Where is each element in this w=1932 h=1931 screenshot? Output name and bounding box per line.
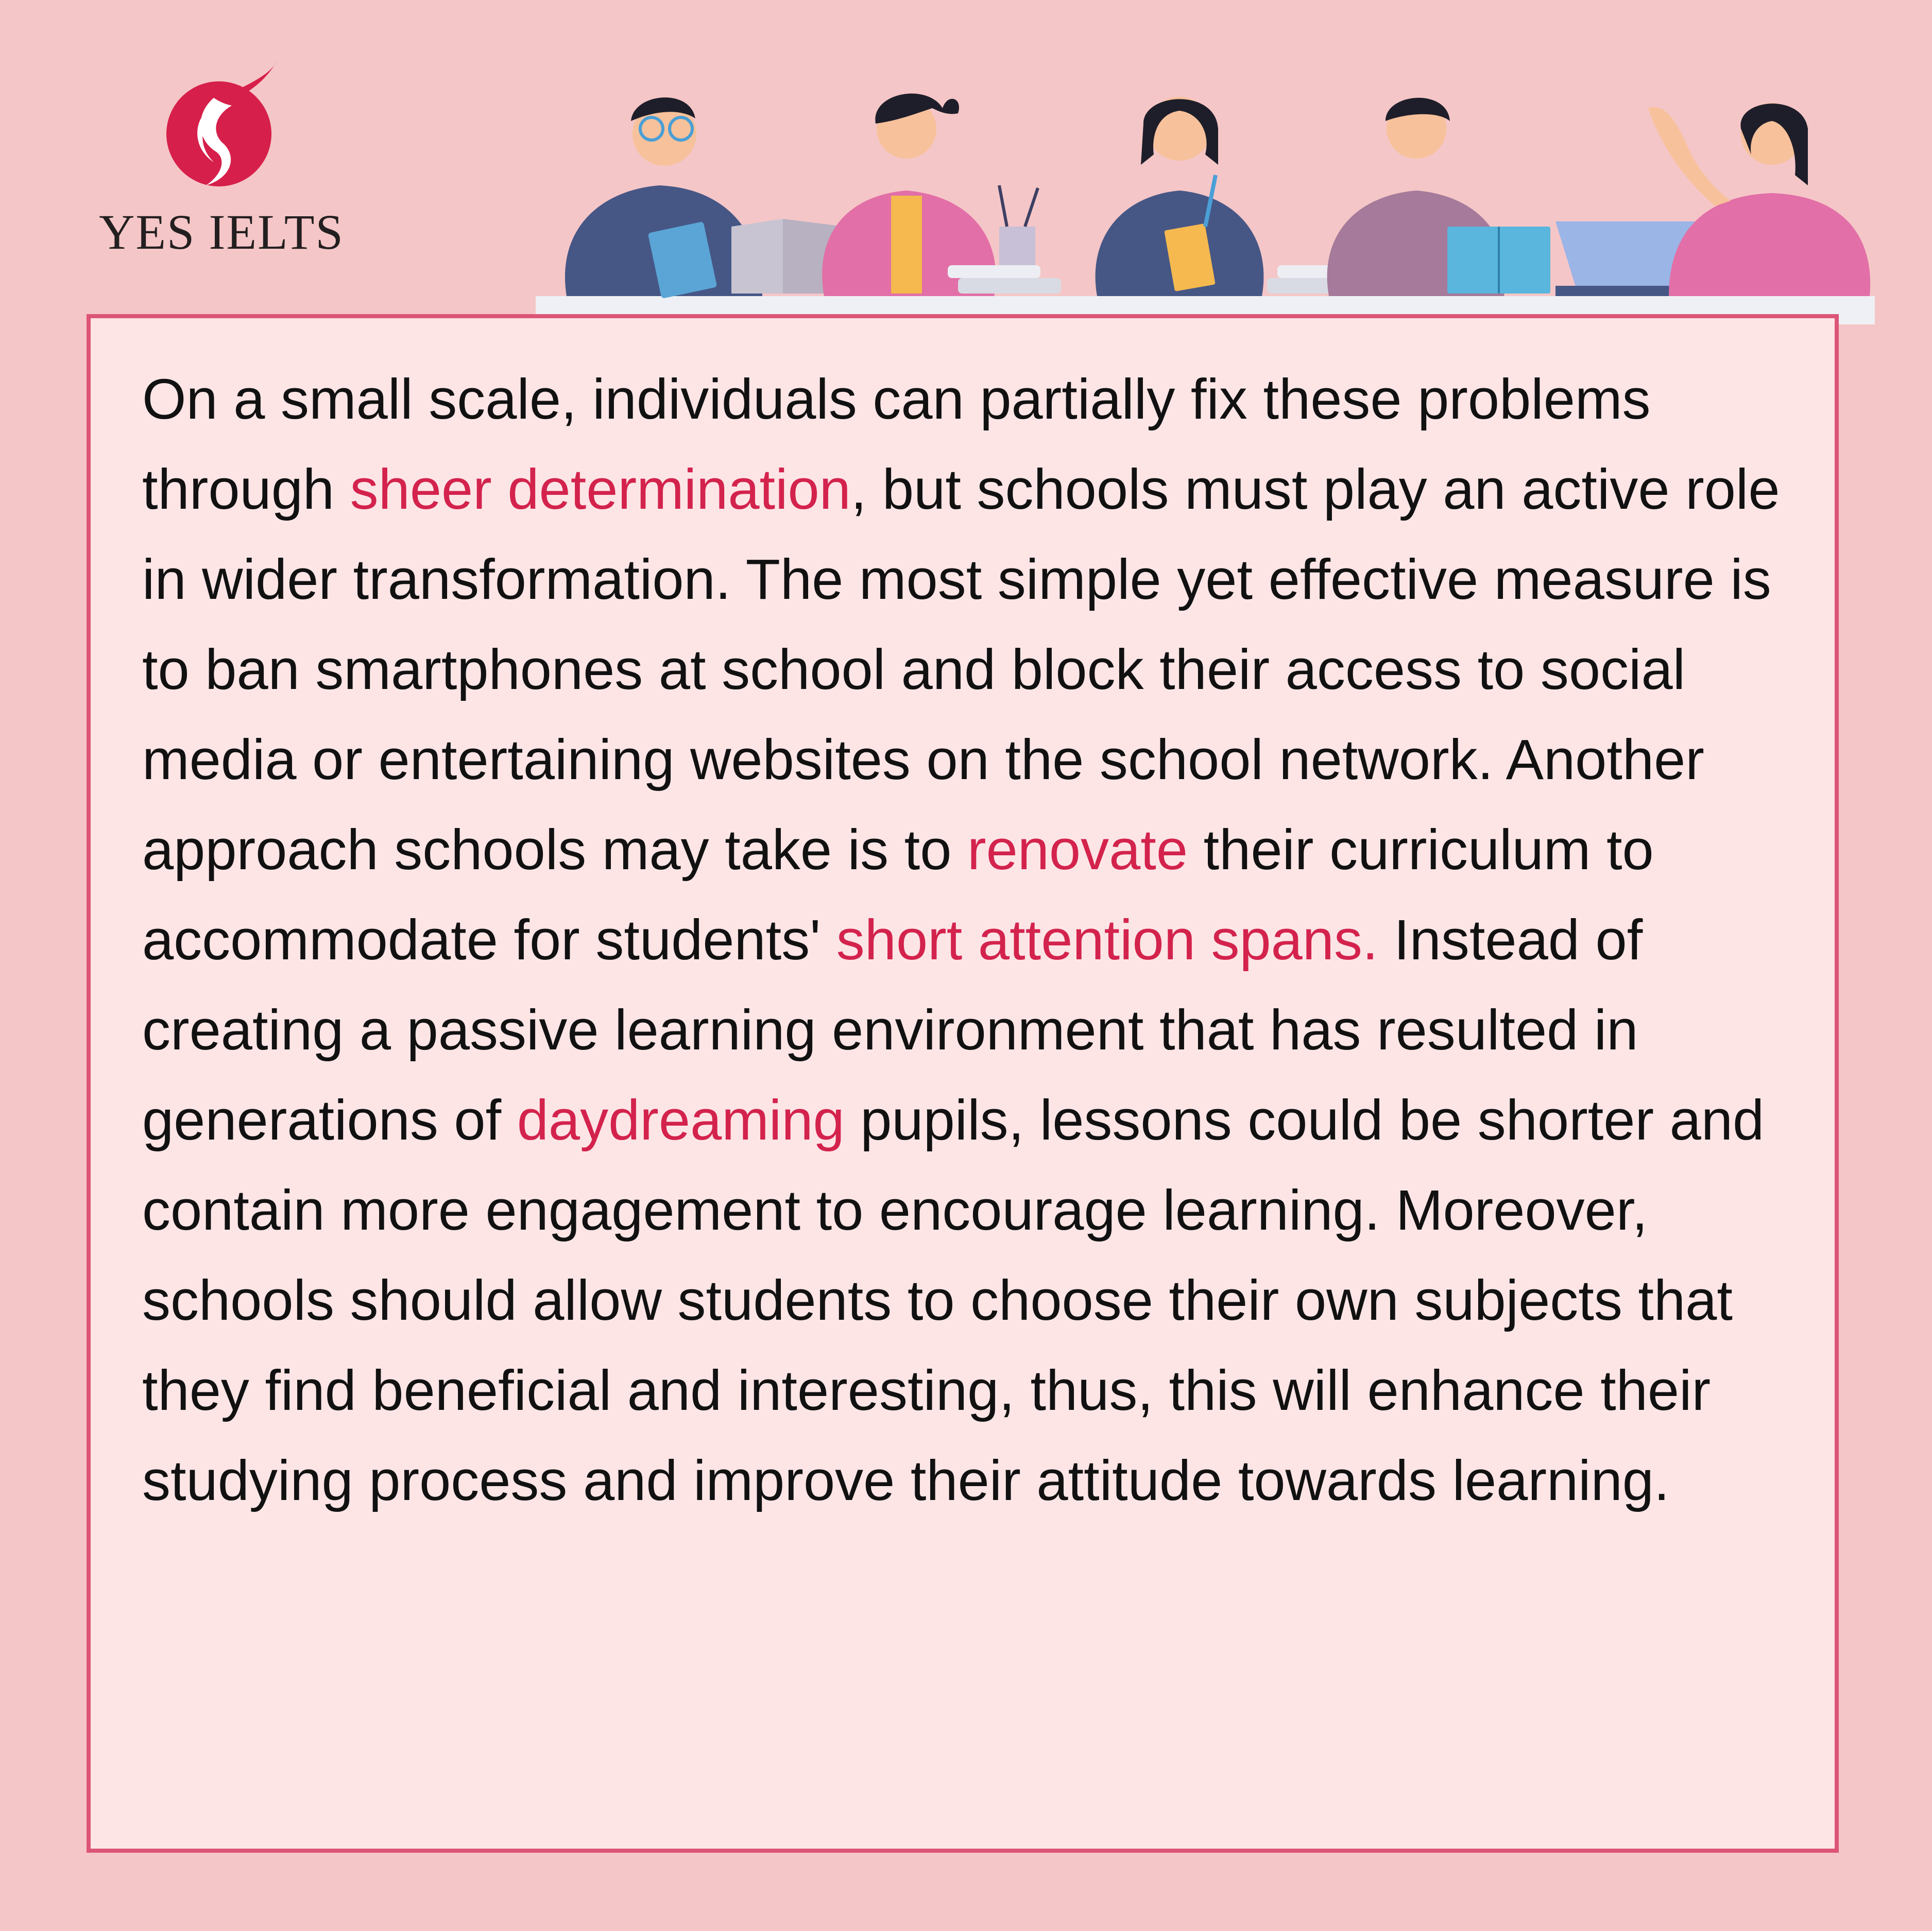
highlight-sheer-determination: sheer determination	[350, 458, 851, 521]
paragraph-text: their curriculum to accommodate for students'	[142, 818, 1654, 972]
highlight-daydreaming: daydreaming	[517, 1089, 845, 1152]
highlight-short-attention-spans: short attention spans.	[836, 908, 1378, 972]
paragraph-text: Instead of creating a passive learning environment that has resulted in generations of	[142, 908, 1643, 1152]
yes-ielts-logo-icon	[165, 57, 278, 201]
paragraph-text: , but schools must play an active role in wider transformation. The most simple yet effective measure is to ban smartphones at school and block their access to social media or entertaining websites on the school network. Another approach schools may take is to	[142, 458, 1780, 882]
highlight-renovate: renovate	[967, 818, 1188, 882]
brand-name: YES IELTS	[99, 204, 344, 260]
content-card	[87, 314, 1839, 1853]
paragraph-text: On a small scale, individuals can partially fix these problems through	[142, 368, 1651, 521]
paragraph-text: pupils, lessons could be shorter and contain more engagement to encourage learning. Moreover, schools should allow students to choose their own subjects that they find beneficial and interesting, thus, this will enhance their studying process and improve their attitude towards learning.	[142, 1089, 1765, 1512]
essay-paragraph	[142, 354, 1821, 1526]
students-studying-illustration	[536, 72, 1875, 330]
